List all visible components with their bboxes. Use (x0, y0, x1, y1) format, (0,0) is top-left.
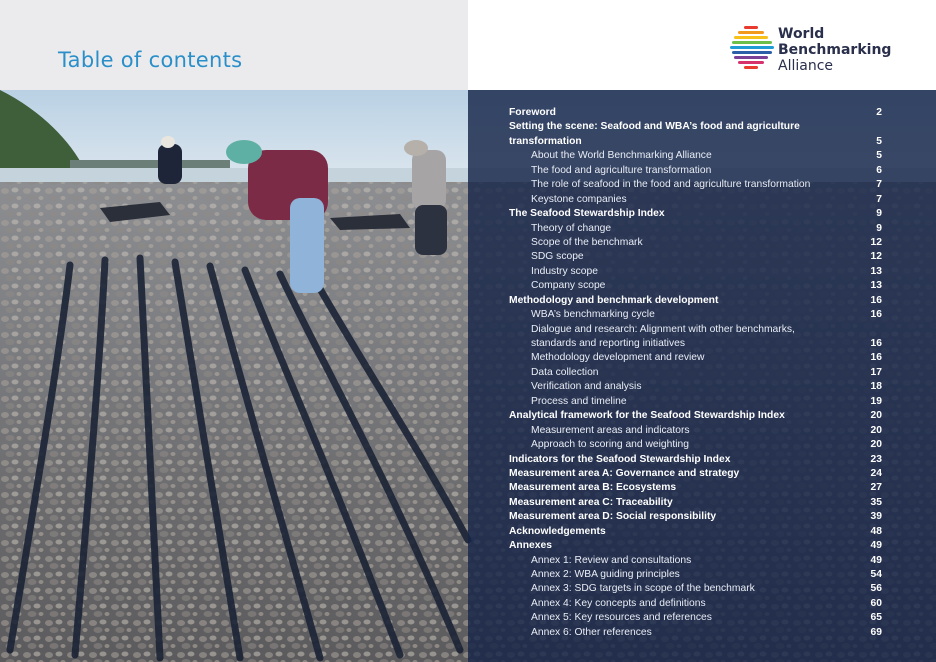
toc-entry-title: Measurement area B: Ecosystems (509, 482, 677, 494)
toc-page-number: 49 (870, 554, 882, 566)
toc-section[interactable] (509, 120, 882, 134)
toc-subsection[interactable] (509, 611, 882, 625)
toc-subsection[interactable] (509, 438, 882, 452)
toc-section[interactable] (509, 106, 882, 120)
toc-entry-title: Verification and analysis (531, 381, 642, 393)
toc-section[interactable] (509, 135, 882, 149)
logo-line-1: World (778, 26, 825, 42)
toc-entry-title: Theory of change (531, 222, 612, 234)
toc-entry-title: transformation (509, 135, 582, 147)
toc-entry-title: Process and timeline (531, 395, 627, 407)
toc-entry-title: Setting the scene: Seafood and WBA’s food and agriculture (509, 121, 800, 133)
toc-entry-title: Annex 2: WBA guiding principles (531, 569, 680, 580)
toc-subsection[interactable] (509, 222, 882, 236)
toc-page-number: 60 (870, 597, 882, 609)
toc-page-number: 65 (870, 612, 882, 624)
toc-page-number: 16 (870, 294, 882, 306)
toc-entry-title: Dialogue and research: Alignment with other benchmarks, (531, 323, 795, 335)
toc-entry-title: Annex 1: Review and consultations (531, 554, 692, 566)
toc-page-number: 6 (876, 164, 882, 176)
toc-page-number: 18 (870, 381, 882, 393)
toc-subsection[interactable] (509, 597, 882, 611)
toc-section[interactable] (509, 481, 882, 495)
toc-entry-title: Methodology development and review (531, 352, 705, 364)
toc-section[interactable] (509, 453, 882, 467)
toc-subsection[interactable] (509, 351, 882, 365)
toc-page-number: 9 (876, 208, 882, 220)
title-band (0, 0, 468, 90)
toc-entry-title: Data collection (531, 366, 599, 378)
table-of-contents (509, 106, 882, 640)
toc-page-number: 48 (870, 525, 882, 537)
toc-entry-title: Scope of the benchmark (531, 236, 643, 248)
toc-entry-title: The role of seafood in the food and agriculture transformation (531, 179, 811, 191)
toc-page-number: 7 (876, 193, 882, 205)
toc-page-number: 9 (876, 222, 882, 234)
toc-entry-title: Acknowledgements (509, 525, 606, 537)
toc-subsection[interactable] (509, 279, 882, 293)
toc-entry-title: About the World Benchmarking Alliance (531, 150, 712, 162)
toc-page-number: 20 (870, 439, 882, 451)
toc-page-number: 20 (870, 410, 882, 422)
toc-section[interactable] (509, 525, 882, 539)
toc-entry-title: Indicators for the Seafood Stewardship Index (509, 453, 731, 465)
toc-entry-title: SDG scope (531, 251, 584, 263)
toc-entry-title: WBA’s benchmarking cycle (531, 309, 655, 321)
toc-entry-title: Measurement areas and indicators (531, 424, 690, 436)
toc-subsection[interactable] (509, 554, 882, 568)
toc-subsection[interactable] (509, 568, 882, 582)
toc-page-number: 16 (870, 338, 882, 349)
toc-subsection[interactable] (509, 308, 882, 322)
toc-entry-title: The food and agriculture transformation (531, 164, 712, 176)
logo-text (778, 26, 891, 74)
toc-subsection[interactable] (509, 323, 882, 337)
toc-page-number: 39 (870, 511, 882, 523)
toc-page-number: 35 (870, 496, 882, 508)
toc-subsection[interactable] (509, 380, 882, 394)
toc-page-number: 16 (870, 352, 882, 364)
toc-page-number: 13 (870, 280, 882, 292)
toc-entry-title: Methodology and benchmark development (509, 294, 719, 306)
toc-page-number: 7 (876, 179, 882, 191)
toc-entry-title: The Seafood Stewardship Index (509, 208, 665, 220)
logo-line-3: Alliance (778, 58, 834, 74)
toc-page-number: 5 (876, 150, 882, 162)
toc-subsection[interactable] (509, 395, 882, 409)
toc-page-number: 16 (870, 309, 882, 321)
toc-entry-title: Annex 5: Key resources and references (531, 612, 712, 624)
toc-page-number: 5 (876, 135, 882, 147)
toc-entry-title: Industry scope (531, 265, 598, 277)
toc-entry-title: Foreword (509, 107, 556, 118)
toc-entry-title: Measurement area C: Traceability (509, 496, 673, 508)
toc-page-number: 20 (870, 424, 882, 436)
toc-page-number: 49 (870, 540, 882, 552)
toc-section[interactable] (509, 539, 882, 553)
toc-subsection[interactable] (509, 250, 882, 264)
toc-subsection[interactable] (509, 626, 882, 640)
toc-page-number: 69 (870, 626, 882, 638)
page-title: Table of contents (58, 48, 243, 72)
toc-page-number: 56 (870, 583, 882, 595)
toc-subsection[interactable] (509, 265, 882, 279)
toc-entry-title: Analytical framework for the Seafood Stewardship Index (509, 410, 785, 422)
toc-entry-title: Annex 4: Key concepts and definitions (531, 597, 706, 609)
toc-section[interactable] (509, 294, 882, 308)
toc-page-number: 17 (870, 366, 882, 378)
toc-subsection[interactable] (509, 193, 882, 207)
toc-entry-title: Annex 6: Other references (531, 626, 652, 638)
toc-page-number: 24 (870, 467, 882, 479)
toc-section[interactable] (509, 510, 882, 524)
toc-entry-title: standards and reporting initiatives (531, 338, 685, 349)
toc-entry-title: Measurement area D: Social responsibility (509, 511, 717, 523)
toc-subsection[interactable] (509, 366, 882, 380)
toc-subsection[interactable] (509, 236, 882, 250)
toc-entry-title: Approach to scoring and weighting (531, 439, 689, 451)
logo-line-2: Benchmarking (778, 42, 892, 58)
toc-page-number: 2 (876, 107, 882, 118)
toc-page-number: 12 (870, 251, 882, 263)
toc-page-number: 23 (870, 453, 882, 465)
toc-page-number: 19 (870, 395, 882, 407)
toc-section[interactable] (509, 207, 882, 221)
toc-page-number: 27 (870, 482, 882, 494)
toc-subsection[interactable] (509, 424, 882, 438)
toc-subsection[interactable] (509, 164, 882, 178)
toc-subsection[interactable] (509, 337, 882, 351)
toc-entry-title: Keystone companies (531, 193, 627, 205)
wba-logo-icon (730, 24, 776, 72)
toc-entry-title: Annex 3: SDG targets in scope of the benchmark (531, 583, 755, 595)
toc-section[interactable] (509, 409, 882, 423)
toc-entry-title: Company scope (531, 280, 606, 292)
toc-subsection[interactable] (509, 149, 882, 163)
toc-page-number: 13 (870, 265, 882, 277)
toc-section[interactable] (509, 467, 882, 481)
toc-page-number: 12 (870, 236, 882, 248)
toc-entry-title: Measurement area A: Governance and strategy (509, 467, 740, 479)
toc-subsection[interactable] (509, 582, 882, 596)
toc-page-number: 54 (870, 569, 882, 580)
toc-entry-title: Annexes (509, 540, 552, 552)
toc-subsection[interactable] (509, 178, 882, 192)
toc-section[interactable] (509, 496, 882, 510)
